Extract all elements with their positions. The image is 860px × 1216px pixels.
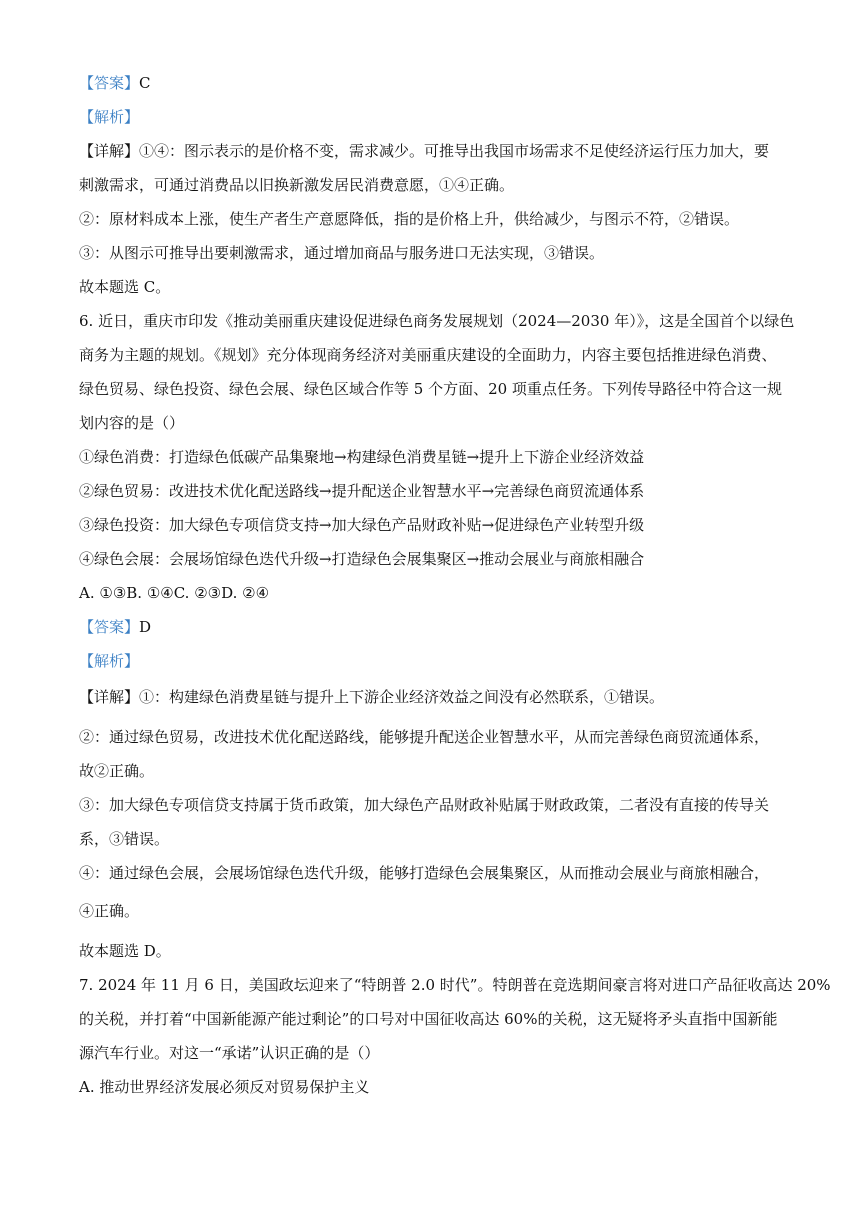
q5-analysis-tag: 【解析】	[79, 108, 140, 126]
q6-detail-line: ③：加大绿色专项信贷支持属于货币政策，加大绿色产品财政补贴属于财政政策，二者没有直接的传导关	[79, 796, 770, 814]
q6-analysis-tag: 【解析】	[79, 652, 140, 670]
q6-detail-line: ②：通过绿色贸易，改进技术优化配送路线，能够提升配送企业智慧水平，从而完善绿色商贸流通体系，	[79, 728, 770, 746]
q6-stem-line: 6. 近日，重庆市印发《推动美丽重庆建设促进绿色商务发展规划（2024—2030 年）》，这是全国首个以绿色	[79, 312, 795, 330]
q5-detail-line: 【详解】①④：图示表示的是价格不变，需求减少。可推导出我国市场需求不足使经济运行压力加大，要	[79, 142, 770, 160]
q5-answer-line	[79, 73, 789, 93]
q7-option-a: A. 推动世界经济发展必须反对贸易保护主义	[79, 1078, 370, 1096]
q6-stem-line: 绿色贸易、绿色投资、绿色会展、绿色区域合作等 5 个方面、20 项重点任务。下列传导路径中符合这一规	[79, 380, 782, 398]
q7-stem-line: 7. 2024 年 11 月 6 日，美国政坛迎来了“特朗普 2.0 时代”。特朗普在竞选期间豪言将对进口产品征收高达 20%	[79, 976, 831, 994]
q6-stem-line: 商务为主题的规划。《规划》充分体现商务经济对美丽重庆建设的全面助力，内容主要包括推进绿色消费、	[79, 346, 777, 364]
q6-conclusion: 故本题选 D。	[79, 942, 171, 960]
q6-stem-line: 划内容的是（）	[79, 414, 185, 432]
q5-detail-line: ②：原材料成本上涨，使生产者生产意愿降低，指的是价格上升，供给减少，与图示不符，②错误。	[79, 210, 740, 228]
q6-item-3: ③绿色投资：加大绿色专项信贷支持→加大绿色产品财政补贴→促进绿色产业转型升级	[79, 516, 645, 534]
q6-item-2: ②绿色贸易：改进技术优化配送路线→提升配送企业智慧水平→完善绿色商贸流通体系	[79, 482, 645, 500]
q6-item-4: ④绿色会展：会展场馆绿色迭代升级→打造绿色会展集聚区→推动会展业与商旅相融合	[79, 550, 645, 568]
answer-value: D	[139, 618, 152, 636]
q6-detail-line: ④：通过绿色会展，会展场馆绿色迭代升级，能够打造绿色会展集聚区，从而推动会展业与商旅相融合，	[79, 864, 770, 882]
q7-stem-line: 的关税，并打着“中国新能源产能过剩论”的口号对中国征收高达 60%的关税，这无疑将矛头直指中国新能	[79, 1010, 778, 1028]
q6-detail-line: 系，③错误。	[79, 830, 170, 848]
q6-item-1: ①绿色消费：打造绿色低碳产品集聚地→构建绿色消费星链→提升上下游企业经济效益	[79, 448, 645, 466]
q7-stem-line: 源汽车行业。对这一“承诺”认识正确的是（）	[79, 1044, 380, 1062]
answer-tag: 【答案】	[79, 74, 140, 92]
q5-conclusion: 故本题选 C。	[79, 278, 171, 296]
q5-detail-line: 刺激需求，可通过消费品以旧换新激发居民消费意愿，①④正确。	[79, 176, 515, 194]
q6-detail-line: ④正确。	[79, 902, 140, 920]
q6-options: A. ①③B. ①④C. ②③D. ②④	[79, 584, 270, 602]
q5-detail-line: ③：从图示可推导出要刺激需求，通过增加商品与服务进口无法实现，③错误。	[79, 244, 605, 262]
answer-value: C	[139, 74, 151, 92]
answer-tag: 【答案】	[79, 618, 140, 636]
q6-answer-line	[79, 617, 789, 637]
q6-detail-line: 故②正确。	[79, 762, 155, 780]
q6-detail-line: 【详解】①：构建绿色消费星链与提升上下游企业经济效益之间没有必然联系，①错误。	[79, 688, 665, 706]
